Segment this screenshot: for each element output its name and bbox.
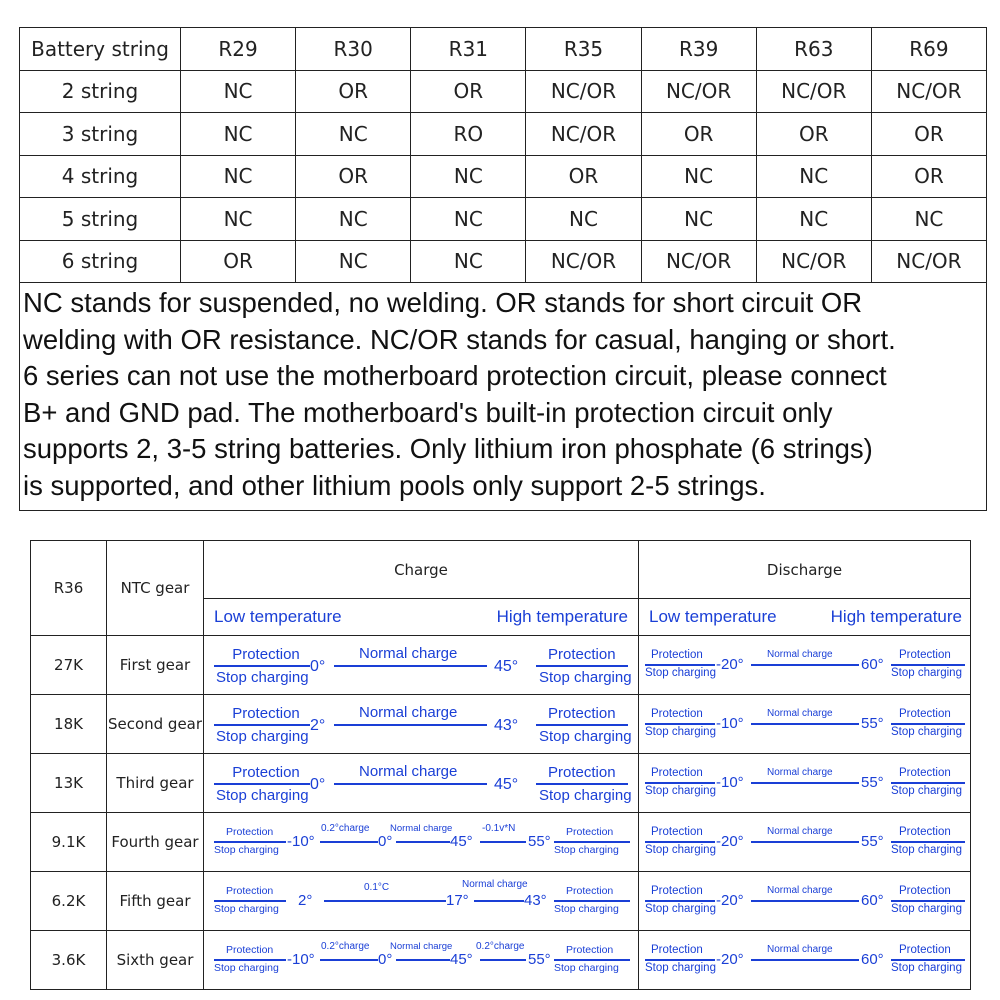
limit-value: 55° bbox=[528, 951, 551, 968]
note-text bbox=[20, 283, 987, 511]
limit-value: 43° bbox=[524, 892, 547, 909]
stop-charging-label: Stop charging bbox=[216, 728, 309, 745]
charge-rate-label: -0.1v*N bbox=[482, 823, 516, 834]
discharge-temp-range bbox=[639, 599, 971, 636]
table-cell: NC/OR bbox=[756, 240, 871, 283]
header-charge: Charge bbox=[204, 541, 639, 599]
row-label: 6 string bbox=[20, 240, 181, 283]
table-cell: NC bbox=[181, 155, 296, 198]
low-limit-value: 2° bbox=[310, 717, 326, 734]
limit-value: 17° bbox=[446, 892, 469, 909]
high-limit-value: 55° bbox=[861, 715, 884, 732]
table-row bbox=[20, 70, 987, 113]
header-cell: R31 bbox=[411, 28, 526, 71]
low-limit-value: 0° bbox=[310, 658, 326, 675]
low-limit-value: -20° bbox=[716, 833, 744, 850]
protection-label: Protection bbox=[899, 885, 951, 897]
normal-charge-label: Normal charge bbox=[767, 708, 833, 719]
note-line: B+ and GND pad. The motherboard's built-in protection circuit only bbox=[23, 396, 833, 428]
note-line: 6 series can not use the motherboard protection circuit, please connect bbox=[23, 360, 887, 391]
table-cell: NC/OR bbox=[871, 240, 986, 283]
normal-charge-label: Normal charge bbox=[767, 944, 833, 955]
limit-value: -10° bbox=[287, 833, 315, 850]
high-limit-value: 45° bbox=[494, 776, 519, 793]
table-cell: NC bbox=[871, 198, 986, 241]
protection-label: Protection bbox=[899, 708, 951, 720]
low-temp-label: Low temperature bbox=[214, 607, 342, 626]
table-cell: OR bbox=[526, 155, 641, 198]
low-limit-value: -10° bbox=[716, 715, 744, 732]
header-cell: R69 bbox=[871, 28, 986, 71]
normal-charge-label: Normal charge bbox=[359, 763, 458, 780]
table-header-row bbox=[31, 541, 971, 599]
table-cell: OR bbox=[756, 113, 871, 156]
low-limit-value: -20° bbox=[716, 892, 744, 909]
protection-label: Protection bbox=[566, 826, 614, 838]
r36-value: 13K bbox=[31, 754, 107, 813]
protection-label: Protection bbox=[899, 826, 951, 838]
table-cell: NC/OR bbox=[871, 70, 986, 113]
gear-name: First gear bbox=[107, 636, 204, 695]
header-cell: R29 bbox=[181, 28, 296, 71]
protection-label: Protection bbox=[232, 705, 300, 722]
stop-charging-label: Stop charging bbox=[891, 844, 962, 856]
stop-charging-label: Stop charging bbox=[645, 962, 716, 974]
protection-label: Protection bbox=[232, 646, 300, 663]
protection-label: Protection bbox=[899, 944, 951, 956]
protection-label: Protection bbox=[566, 885, 614, 897]
table-cell: OR bbox=[411, 70, 526, 113]
gear-name: Fourth gear bbox=[107, 813, 204, 872]
table-cell: OR bbox=[871, 155, 986, 198]
table-cell: NC bbox=[411, 198, 526, 241]
table-row bbox=[31, 636, 971, 695]
protection-label: Protection bbox=[651, 708, 703, 720]
stop-charging-label: Stop charging bbox=[645, 785, 716, 797]
ntc-gear-table bbox=[30, 540, 971, 990]
charge-diagram bbox=[204, 931, 639, 990]
note-row bbox=[20, 283, 987, 511]
r36-value: 18K bbox=[31, 695, 107, 754]
normal-charge-label: Normal charge bbox=[390, 823, 453, 834]
r36-value: 9.1K bbox=[31, 813, 107, 872]
protection-label: Protection bbox=[548, 764, 616, 781]
high-limit-value: 60° bbox=[861, 951, 884, 968]
note-line: welding with OR resistance. NC/OR stands for casual, hanging or short. bbox=[23, 323, 896, 355]
stop-charging-label: Stop charging bbox=[554, 903, 619, 915]
protection-label: Protection bbox=[226, 826, 274, 838]
r36-value: 3.6K bbox=[31, 931, 107, 990]
table-cell: NC bbox=[181, 113, 296, 156]
high-limit-value: 55° bbox=[861, 833, 884, 850]
header-cell: R35 bbox=[526, 28, 641, 71]
table-cell: OR bbox=[641, 113, 756, 156]
normal-charge-label: Normal charge bbox=[390, 941, 453, 952]
normal-charge-label: Normal charge bbox=[767, 649, 833, 660]
gear-name: Sixth gear bbox=[107, 931, 204, 990]
table-cell: OR bbox=[296, 155, 411, 198]
table-cell: NC bbox=[181, 70, 296, 113]
high-limit-value: 60° bbox=[861, 656, 884, 673]
charge-rate-label: 0.1°C bbox=[364, 882, 390, 893]
stop-charging-label: Stop charging bbox=[891, 962, 962, 974]
table-cell: NC bbox=[296, 198, 411, 241]
stop-charging-label: Stop charging bbox=[891, 726, 962, 738]
table-cell: NC/OR bbox=[526, 240, 641, 283]
stop-charging-label: Stop charging bbox=[645, 903, 716, 915]
high-limit-value: 55° bbox=[861, 774, 884, 791]
protection-label: Protection bbox=[548, 646, 616, 663]
gear-name: Third gear bbox=[107, 754, 204, 813]
table-header-row bbox=[20, 28, 987, 71]
table-cell: NC bbox=[641, 198, 756, 241]
protection-label: Protection bbox=[566, 944, 614, 956]
protection-label: Protection bbox=[899, 767, 951, 779]
protection-label: Protection bbox=[651, 944, 703, 956]
table-cell: OR bbox=[871, 113, 986, 156]
r36-value: 27K bbox=[31, 636, 107, 695]
limit-value: -10° bbox=[287, 951, 315, 968]
table-cell: NC bbox=[181, 198, 296, 241]
gear-name: Fifth gear bbox=[107, 872, 204, 931]
row-label: 2 string bbox=[20, 70, 181, 113]
table-row bbox=[20, 113, 987, 156]
table-cell: OR bbox=[296, 70, 411, 113]
string-config-table bbox=[19, 27, 987, 511]
row-label: 5 string bbox=[20, 198, 181, 241]
protection-label: Protection bbox=[232, 764, 300, 781]
stop-charging-label: Stop charging bbox=[554, 844, 619, 856]
header-ntc-gear: NTC gear bbox=[107, 541, 204, 636]
stop-charging-label: Stop charging bbox=[891, 667, 962, 679]
low-limit-value: -10° bbox=[716, 774, 744, 791]
stop-charging-label: Stop charging bbox=[645, 667, 716, 679]
row-label: 3 string bbox=[20, 113, 181, 156]
discharge-diagram bbox=[639, 754, 971, 813]
header-cell: R30 bbox=[296, 28, 411, 71]
charge-diagram bbox=[204, 636, 639, 695]
stop-charging-label: Stop charging bbox=[891, 785, 962, 797]
note-line: NC stands for suspended, no welding. OR stands for short circuit OR bbox=[23, 287, 863, 318]
header-cell: Battery string bbox=[20, 28, 181, 71]
stop-charging-label: Stop charging bbox=[539, 669, 632, 686]
charge-rate-label: 0.2°charge bbox=[321, 823, 370, 834]
table-cell: NC/OR bbox=[526, 113, 641, 156]
high-temp-label: High temperature bbox=[496, 607, 628, 626]
stop-charging-label: Stop charging bbox=[645, 726, 716, 738]
table-row bbox=[20, 198, 987, 241]
table-row bbox=[20, 240, 987, 283]
protection-label: Protection bbox=[651, 649, 703, 661]
header-cell: R63 bbox=[756, 28, 871, 71]
table-cell: NC bbox=[756, 198, 871, 241]
stop-charging-label: Stop charging bbox=[554, 962, 619, 974]
normal-charge-label: Normal charge bbox=[462, 879, 528, 890]
low-limit-value: 0° bbox=[310, 776, 326, 793]
charge-rate-label: 0.2°charge bbox=[321, 941, 370, 952]
table-row bbox=[31, 813, 971, 872]
stop-charging-label: Stop charging bbox=[645, 844, 716, 856]
low-temp-label: Low temperature bbox=[649, 607, 777, 626]
stop-charging-label: Stop charging bbox=[891, 903, 962, 915]
stop-charging-label: Stop charging bbox=[214, 844, 279, 856]
discharge-diagram bbox=[639, 872, 971, 931]
charge-temp-range bbox=[204, 599, 639, 636]
header-discharge: Discharge bbox=[639, 541, 971, 599]
table-cell: NC bbox=[526, 198, 641, 241]
protection-label: Protection bbox=[651, 885, 703, 897]
protection-label: Protection bbox=[651, 767, 703, 779]
limit-value: 55° bbox=[528, 833, 551, 850]
discharge-diagram bbox=[639, 931, 971, 990]
limit-value: 45° bbox=[450, 833, 473, 850]
charge-rate-label: 0.2°charge bbox=[476, 941, 525, 952]
table-row bbox=[31, 754, 971, 813]
table-cell: NC bbox=[411, 240, 526, 283]
normal-charge-label: Normal charge bbox=[767, 826, 833, 837]
stop-charging-label: Stop charging bbox=[539, 787, 632, 804]
note-line: supports 2, 3-5 string batteries. Only lithium iron phosphate (6 strings) bbox=[23, 433, 873, 464]
table-cell: NC/OR bbox=[756, 70, 871, 113]
low-limit-value: -20° bbox=[716, 951, 744, 968]
table-cell: NC bbox=[756, 155, 871, 198]
table-row bbox=[31, 931, 971, 990]
charge-diagram bbox=[204, 754, 639, 813]
high-limit-value: 45° bbox=[494, 658, 519, 675]
row-label: 4 string bbox=[20, 155, 181, 198]
discharge-diagram bbox=[639, 695, 971, 754]
protection-label: Protection bbox=[226, 944, 274, 956]
stop-charging-label: Stop charging bbox=[539, 728, 632, 745]
discharge-diagram bbox=[639, 636, 971, 695]
table-cell: OR bbox=[181, 240, 296, 283]
high-limit-value: 43° bbox=[494, 717, 519, 734]
stop-charging-label: Stop charging bbox=[214, 962, 279, 974]
charge-diagram bbox=[204, 813, 639, 872]
protection-label: Protection bbox=[651, 826, 703, 838]
discharge-diagram bbox=[639, 813, 971, 872]
table-cell: NC/OR bbox=[641, 240, 756, 283]
limit-value: 0° bbox=[378, 833, 393, 850]
gear-name: Second gear bbox=[107, 695, 204, 754]
table-cell: NC/OR bbox=[526, 70, 641, 113]
charge-diagram bbox=[204, 695, 639, 754]
normal-charge-label: Normal charge bbox=[359, 704, 458, 721]
high-temp-label: High temperature bbox=[830, 607, 962, 626]
table-cell: RO bbox=[411, 113, 526, 156]
protection-label: Protection bbox=[548, 705, 616, 722]
protection-label: Protection bbox=[226, 885, 274, 897]
limit-value: 0° bbox=[378, 951, 393, 968]
protection-label: Protection bbox=[899, 649, 951, 661]
note-line: is supported, and other lithium pools only support 2-5 strings. bbox=[23, 469, 766, 501]
header-cell: R39 bbox=[641, 28, 756, 71]
high-limit-value: 60° bbox=[861, 892, 884, 909]
stop-charging-label: Stop charging bbox=[214, 903, 279, 915]
table-row bbox=[31, 695, 971, 754]
normal-charge-label: Normal charge bbox=[767, 767, 833, 778]
table-cell: NC bbox=[641, 155, 756, 198]
normal-charge-label: Normal charge bbox=[359, 645, 458, 662]
table-cell: NC bbox=[296, 113, 411, 156]
table-cell: NC bbox=[296, 240, 411, 283]
low-limit-value: -20° bbox=[716, 656, 744, 673]
normal-charge-label: Normal charge bbox=[767, 885, 833, 896]
limit-value: 45° bbox=[450, 951, 473, 968]
table-cell: NC bbox=[411, 155, 526, 198]
stop-charging-label: Stop charging bbox=[216, 669, 309, 686]
header-r36: R36 bbox=[31, 541, 107, 636]
charge-diagram bbox=[204, 872, 639, 931]
r36-value: 6.2K bbox=[31, 872, 107, 931]
table-row bbox=[31, 872, 971, 931]
table-cell: NC/OR bbox=[641, 70, 756, 113]
table-row bbox=[20, 155, 987, 198]
stop-charging-label: Stop charging bbox=[216, 787, 309, 804]
limit-value: 2° bbox=[298, 892, 313, 909]
